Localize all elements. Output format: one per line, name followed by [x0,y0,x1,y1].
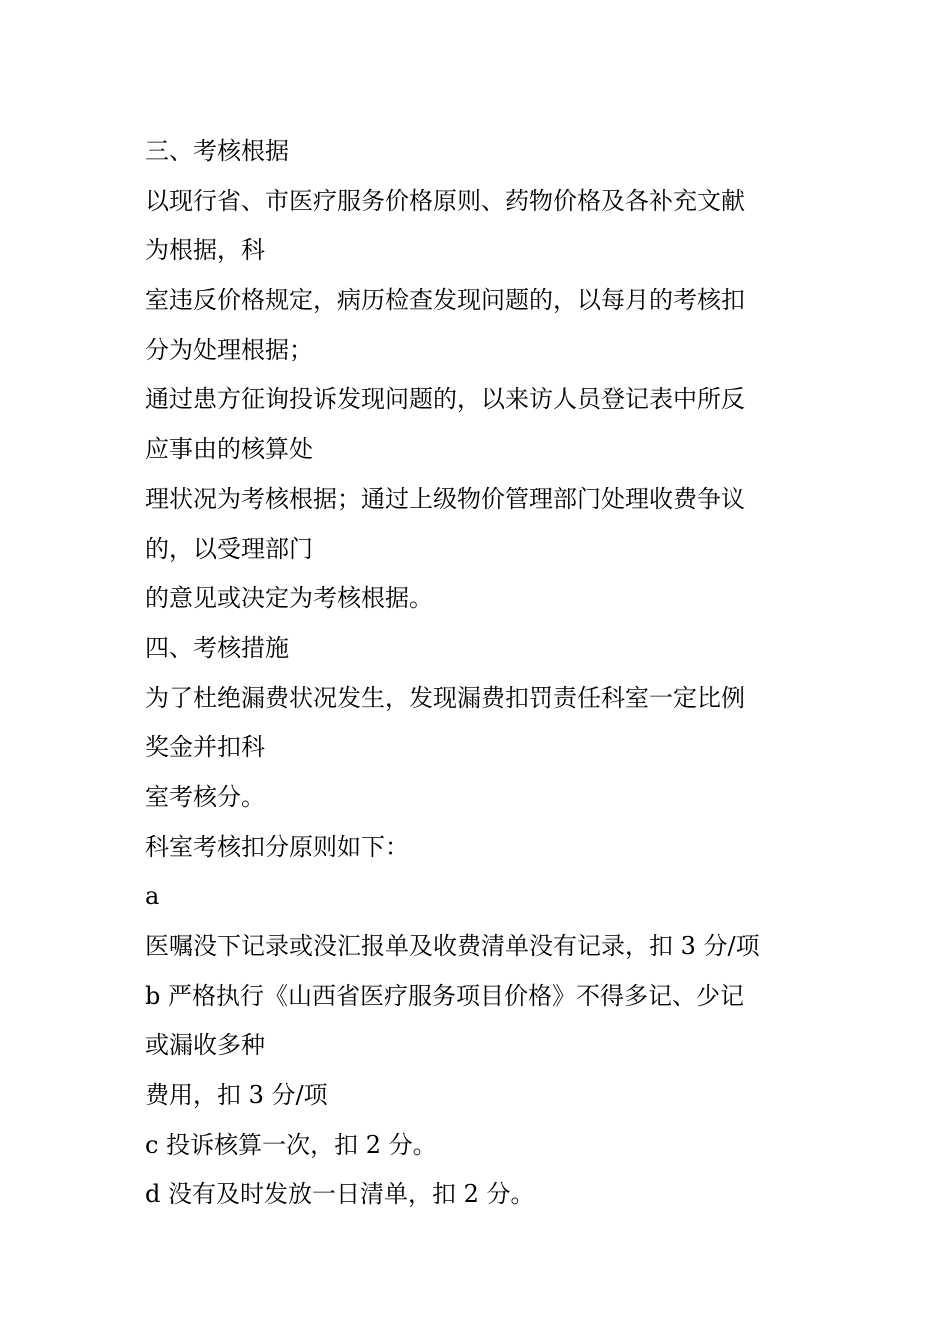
list-item-b: b 严格执行《山西省医疗服务项目价格》不得多记、少记 [145,981,744,1010]
paragraph-line: 为根据，科 [145,236,265,265]
paragraph-line: 为了杜绝漏费状况发生，发现漏费扣罚责任科室一定比例 [145,683,745,712]
section-heading-3: 三、考核根据 [145,137,289,165]
list-item-a: 医嘱没下记录或没汇报单及收费清单没有记录，扣 3 分/项 [145,932,760,960]
list-marker-a: a [145,882,160,911]
paragraph-line: 应事由的核算处 [145,435,313,464]
paragraph-line: 通过患方征询投诉发现问题的，以来访人员登记表中所反 [145,385,745,414]
paragraph-line: 的，以受理部门 [145,534,313,563]
list-item-c: c 投诉核算一次，扣 2 分。 [145,1130,437,1159]
paragraph-line: 奖金并扣科 [145,733,265,762]
paragraph-line: 科室考核扣分原则如下： [145,832,409,861]
paragraph-line: 室考核分。 [145,782,265,811]
list-item-b-continued: 或漏收多种 [145,1031,265,1060]
paragraph-line: 理状况为考核根据；通过上级物价管理部门处理收费争议 [145,484,745,513]
document-body [145,127,815,1220]
paragraph-line: 的意见或决定为考核根据。 [145,584,433,613]
paragraph-line: 以现行省、市医疗服务价格原则、药物价格及各补充文献 [145,186,745,215]
paragraph-line: 分为处理根据； [145,335,313,364]
section-heading-4: 四、考核措施 [145,633,289,662]
list-item-d: d 没有及时发放一日清单，扣 2 分。 [145,1180,535,1209]
paragraph-line: 室违反价格规定，病历检查发现问题的，以每月的考核扣 [145,286,745,315]
list-item-b-continued: 费用，扣 3 分/项 [145,1081,328,1110]
